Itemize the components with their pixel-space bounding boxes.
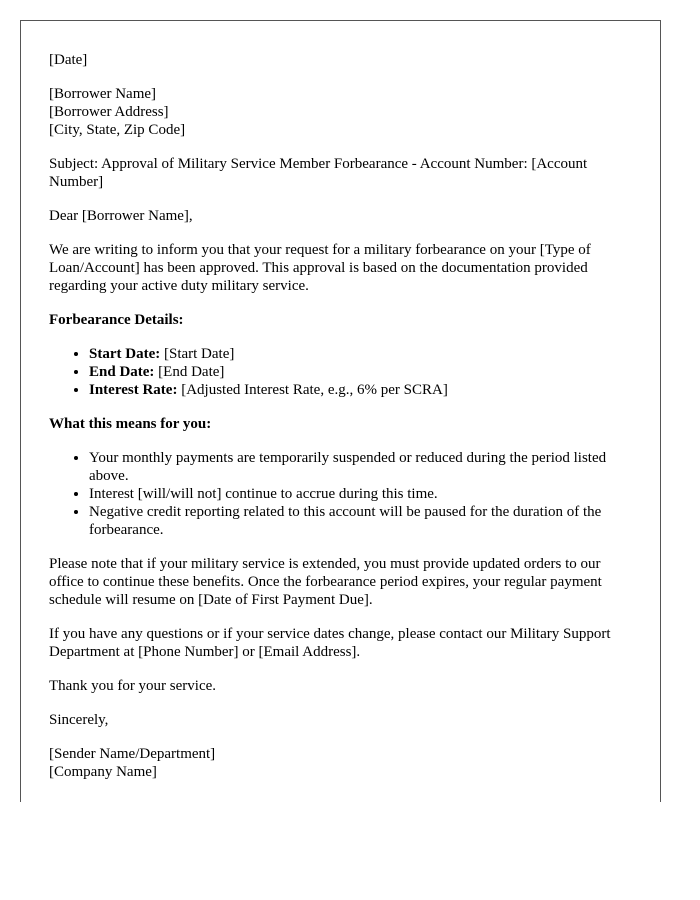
signature-block [49, 745, 632, 781]
extension-paragraph: Please note that if your military service is extended, you must provide updated orders to our office to continue these benefits. Once the forbearance period expires, your regular payment schedule will resume on [Date of First Payment Due]. [49, 556, 602, 608]
details-list [49, 345, 632, 399]
details-label: Interest Rate: [89, 382, 178, 398]
details-value: [Start Date] [160, 346, 235, 362]
list-item: • Your monthly payments are temporarily suspended or reduced during the period listed above. [89, 449, 632, 485]
list-item: • Interest [will/will not] continue to accrue during this time. [89, 485, 632, 503]
details-value: [End Date] [154, 364, 225, 380]
letter-date: [Date] [49, 52, 88, 68]
closing-line: Sincerely, [49, 712, 109, 728]
list-item: • Negative credit reporting related to this account will be paused for the duration of the forbearance. [89, 503, 632, 539]
recipient-city-state-zip: [City, State, Zip Code] [49, 122, 186, 138]
contact-paragraph: If you have any questions or if your service dates change, please contact our Military Support Department at [Phone Number] or [Email Address]. [49, 626, 611, 660]
details-value: [Adjusted Interest Rate, e.g., 6% per SCRA] [177, 382, 448, 398]
recipient-address: [Borrower Address] [49, 104, 169, 120]
company-name: [Company Name] [49, 764, 157, 780]
thanks-line: Thank you for your service. [49, 678, 217, 694]
subject-line: Subject: Approval of Military Service Member Forbearance - Account Number: [Account Number] [49, 156, 588, 190]
salutation: Dear [Borrower Name], [49, 208, 193, 224]
details-label: End Date: [89, 364, 155, 380]
details-label: Start Date: [89, 346, 161, 362]
details-heading: Forbearance Details: [49, 312, 184, 328]
meaning-list [49, 449, 632, 539]
details-item-end-date [89, 363, 632, 381]
details-item-start-date [89, 345, 632, 363]
recipient-name: [Borrower Name] [49, 86, 157, 102]
recipient-block [49, 85, 632, 139]
intro-paragraph: We are writing to inform you that your request for a military forbearance on your [Type of Loan/Account] has been approved. This approval is based on the documentation provided regarding your active duty military service. [49, 242, 591, 294]
meaning-heading: What this means for you: [49, 416, 212, 432]
letter-page [20, 20, 661, 802]
details-item-interest-rate [89, 381, 632, 399]
sender-name: [Sender Name/Department] [49, 746, 216, 762]
